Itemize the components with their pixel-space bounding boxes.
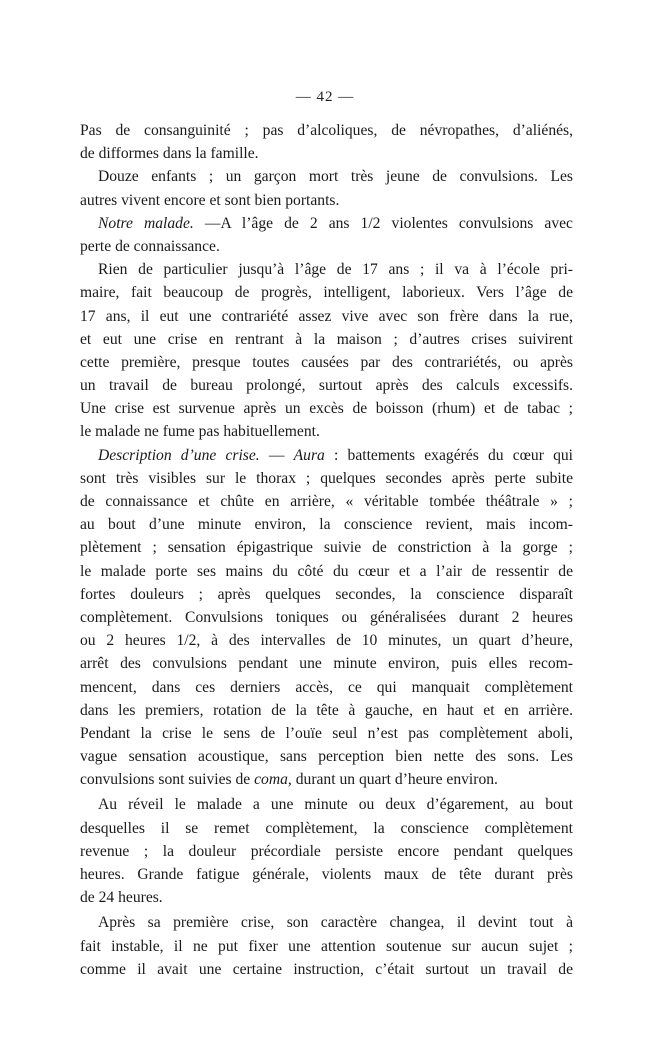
text-run: —A l’âge de 2 ans 1/2 violentes convulsions avec <box>193 214 573 232</box>
body-text <box>80 119 573 981</box>
text-line <box>80 768 573 791</box>
text-line: le malade porte ses mains du côté du cœur et a l’air de ressentir de <box>80 562 573 580</box>
italic-heading-notre-malade: Notre malade. <box>98 214 194 232</box>
text-run: convulsions sont suivies de <box>80 771 255 789</box>
text-line: de difformes dans la famille. <box>80 145 259 163</box>
text-line: de connaissance et chûte en arrière, « véritable tombée théâtrale » ; <box>80 493 573 510</box>
text-line: sont très visibles sur le thorax ; quelques secondes après perte subite <box>80 469 573 487</box>
paragraph-siblings <box>80 165 573 211</box>
text-line: Rien de particulier jusqu’à l’âge de 17 ans ; il va à l’école pri- <box>98 261 573 279</box>
text-line: de 24 heures. <box>80 889 163 907</box>
paragraph-notre-malade <box>80 212 573 258</box>
text-line: ou 2 heures 1/2, à des intervalles de 10 minutes, un quart d’heure, <box>80 632 573 650</box>
text-line: 17 ans, il eut une contrariété assez vive avec son frère dans la rue, <box>80 307 573 325</box>
text-line: Une crise est survenue après un excès de boisson (rhum) et de tabac ; <box>80 400 573 418</box>
paragraph-awakening <box>80 793 573 909</box>
text-line: arrêt des convulsions pendant une minute environ, puis elles recom- <box>80 655 573 673</box>
text-line: mencent, dans ces derniers accès, ce qui manquait complètement <box>80 678 573 696</box>
text-line: Après sa première crise, son caractère changea, il devint tout à <box>98 914 573 932</box>
text-run: — <box>259 446 294 464</box>
text-line: maire, fait beaucoup de progrès, intelligent, laborieux. Vers l’âge de <box>80 284 573 302</box>
text-line: comme il avait une certaine instruction, c’était surtout un travail de <box>80 960 573 978</box>
text-line: plètement ; sensation épigastrique suivie de constriction à la gorge ; <box>80 539 573 557</box>
text-line: Douze enfants ; un garçon mort très jeune de convulsions. Les <box>98 168 573 186</box>
text-line: vague sensation acoustique, sans perception bien nette des sons. Les <box>80 748 573 766</box>
paragraph-family-history <box>80 119 573 165</box>
italic-heading-aura: Aura <box>293 446 325 464</box>
text-line: au bout d’une minute environ, la conscience revient, mais incom- <box>80 516 573 534</box>
text-line: heures. Grande fatigue générale, violents maux de tête durant près <box>80 866 573 883</box>
text-run: durant un quart d’heure environ. <box>291 771 498 789</box>
text-line: cette première, presque toutes causées par des contrariétés, ou après <box>80 353 573 371</box>
text-line: Pas de consanguinité ; pas d’alcoliques, de névropathes, d’aliénés, <box>80 122 573 139</box>
text-line: dans les premiers, rotation de la tête à gauche, en haut et en arrière. <box>80 701 573 719</box>
text-line: Au réveil le malade a une minute ou deux d’égarement, au bout <box>98 796 573 814</box>
text-run: : battements exagérés du cœur qui <box>324 446 574 464</box>
text-line: fortes douleurs ; après quelques secondes, la conscience disparaît <box>80 585 573 603</box>
page-number: — 42 — <box>295 89 355 105</box>
text-line: desquelles il se remet complètement, la conscience complètement <box>80 819 573 837</box>
text-line <box>80 212 573 235</box>
text-line: perte de connaissance. <box>80 237 220 255</box>
text-line: autres vivent encore et sont bien portants. <box>80 191 340 209</box>
italic-heading-description: Description d’une crise. <box>98 446 260 464</box>
text-line: le malade ne fume pas habituellement. <box>80 423 320 441</box>
text-line <box>80 444 573 467</box>
text-line: revenue ; la douleur précordiale persiste encore pendant quelques <box>80 842 573 860</box>
paragraph-history <box>80 258 573 444</box>
paragraph-crisis-description <box>80 444 573 792</box>
text-line: et eut une crise en rentrant à la maison ; d’autres crises suivirent <box>80 330 573 348</box>
text-line: fait instable, il ne put fixer une attention soutenue sur aucun sujet ; <box>80 937 573 955</box>
text-line: Pendant la crise le sens de l’ouïe seul n’est pas complètement aboli, <box>80 724 573 742</box>
text-line: un travail de bureau prolongé, surtout après des calculs excessifs. <box>80 377 573 395</box>
paragraph-character-change <box>80 911 573 981</box>
italic-word-coma: coma, <box>254 771 292 789</box>
text-line: complètement. Convulsions toniques ou généralisées durant 2 heures <box>80 608 573 626</box>
